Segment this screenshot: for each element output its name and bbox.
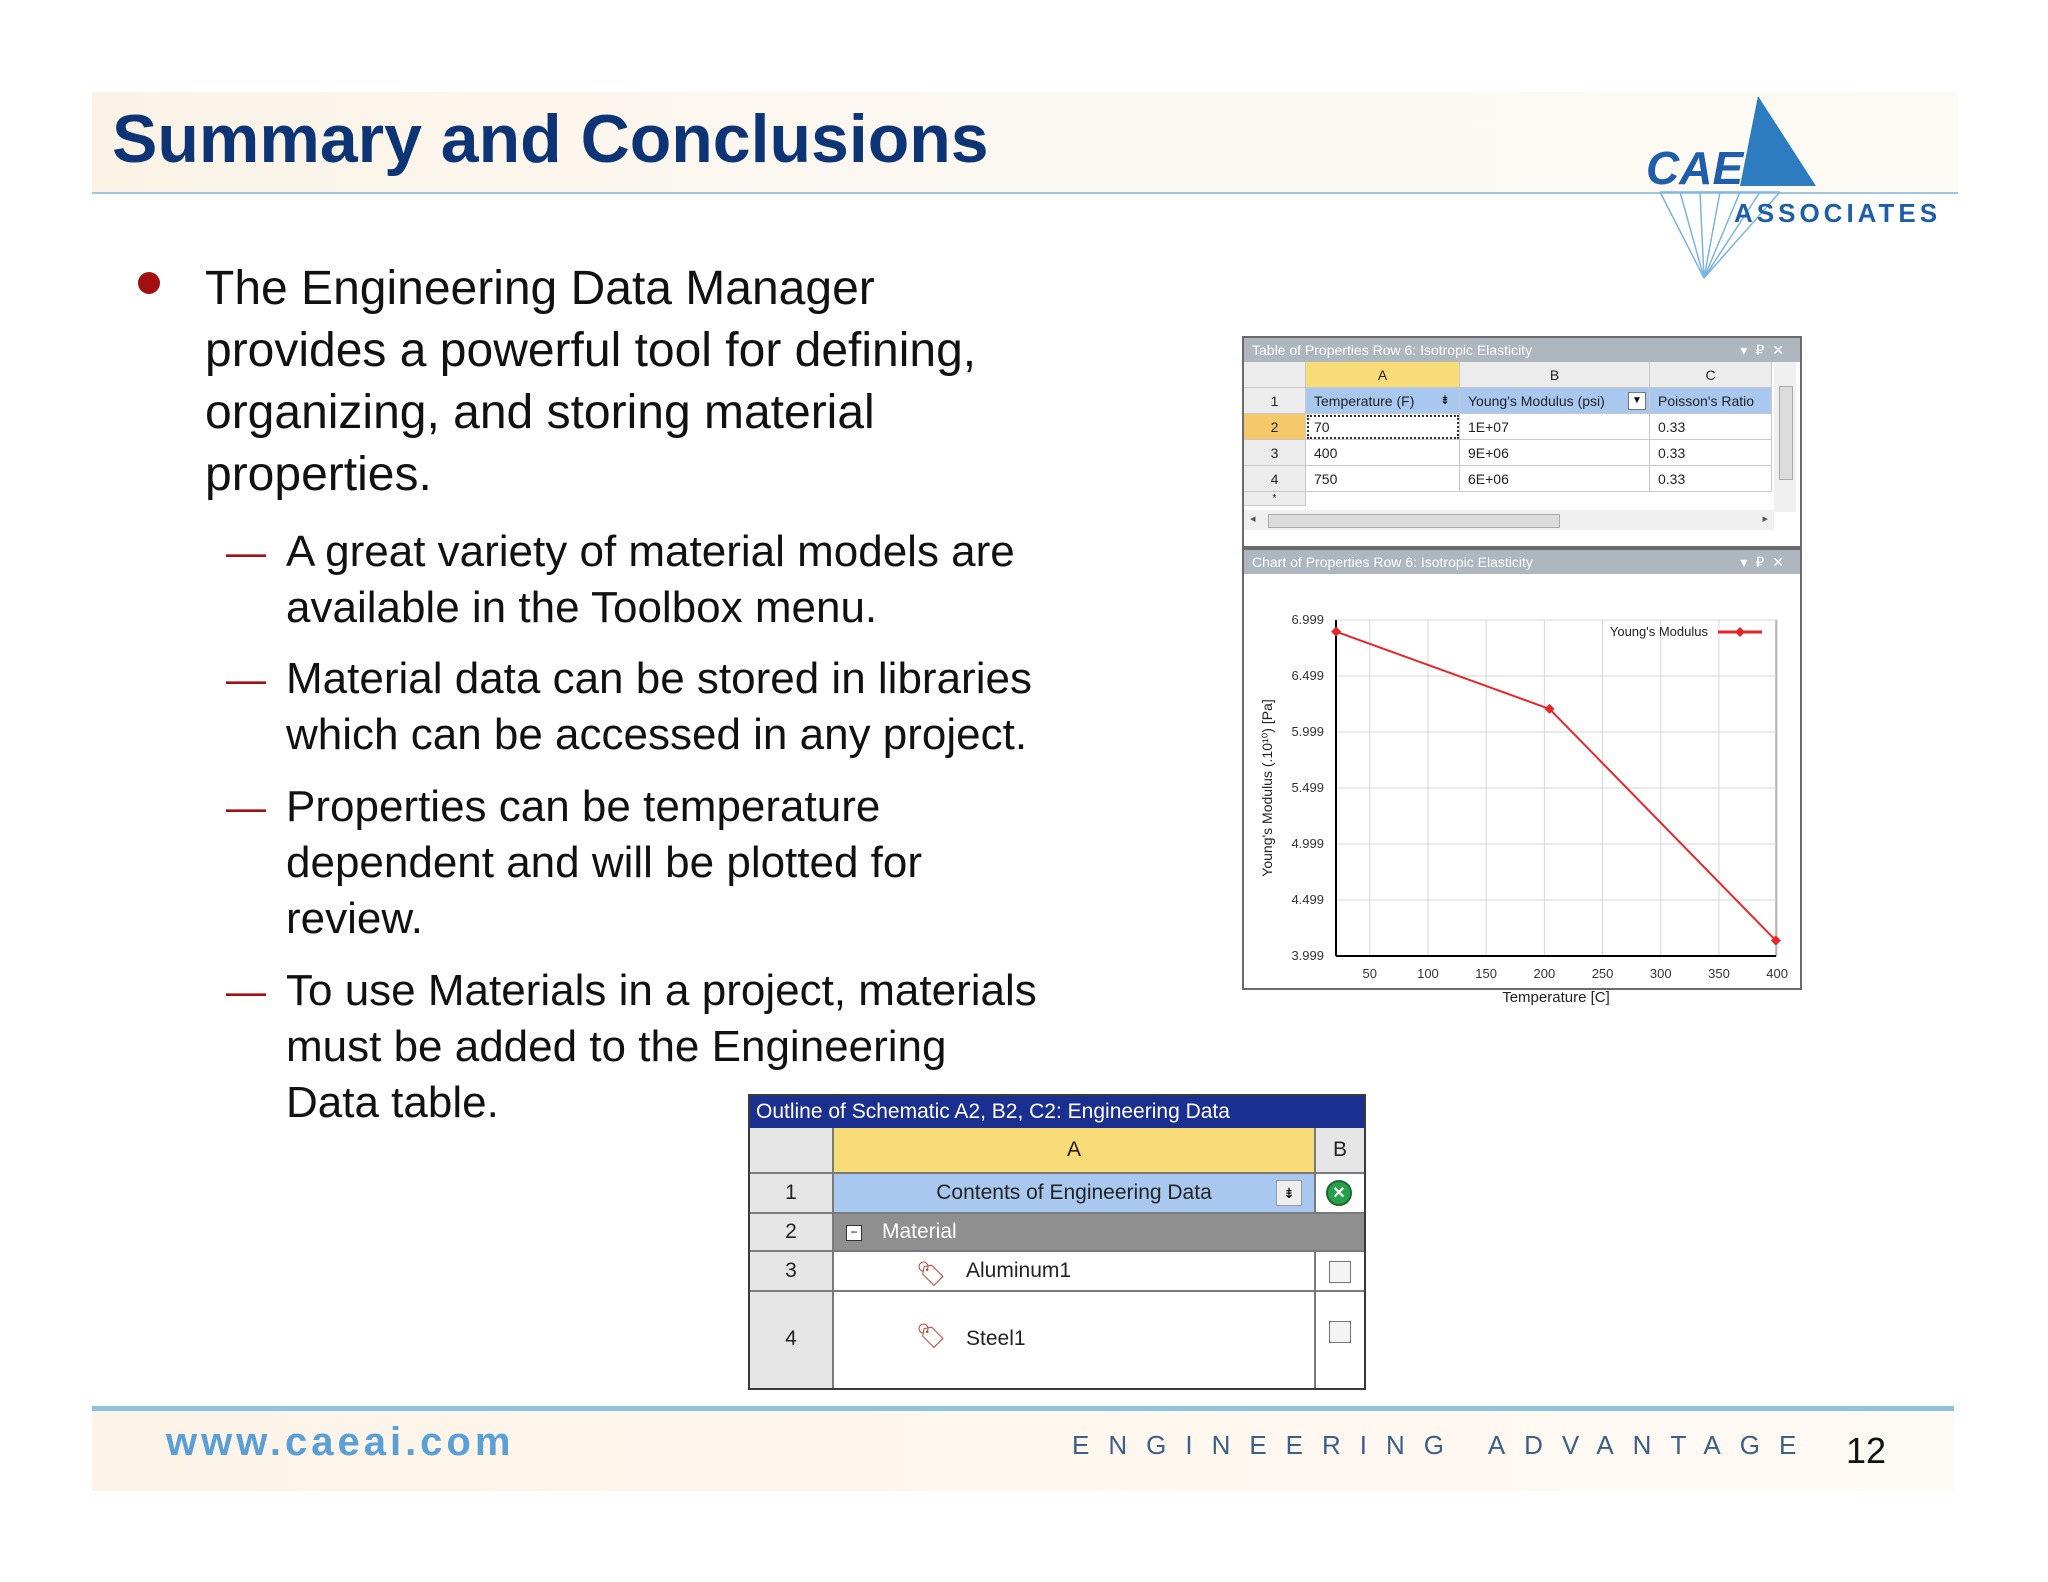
table-cell[interactable]: 0.33 xyxy=(1650,466,1772,492)
sub-bullet-line: A great variety of material models are xyxy=(286,527,1015,576)
material-tag-icon: 🏷 xyxy=(916,1261,947,1288)
outline-material-item[interactable] xyxy=(834,1252,1316,1292)
checkbox[interactable] xyxy=(1329,1261,1351,1283)
outline-panel xyxy=(748,1094,1366,1390)
logo-brand-text: CAE xyxy=(1646,142,1744,194)
sub-bullet-line: which can be accessed in any project. xyxy=(286,710,1028,759)
sub-bullet-dash: — xyxy=(226,970,266,1014)
main-bullet-line: organizing, and storing material xyxy=(205,386,875,439)
sort-icon[interactable]: ⇟ xyxy=(1440,393,1451,407)
outline-group-material[interactable]: Material xyxy=(834,1214,1364,1252)
properties-table-panel xyxy=(1242,336,1802,548)
x-tick-label: 50 xyxy=(1362,966,1377,981)
outline-status-cell xyxy=(1316,1174,1364,1214)
pin-icon[interactable]: ₽ xyxy=(1755,342,1773,358)
outline-header-contents[interactable]: Contents of Engineering Data xyxy=(834,1174,1316,1214)
table-header-temperature[interactable]: Temperature (F) xyxy=(1306,388,1460,414)
table-cell-selected[interactable]: 70 xyxy=(1306,414,1460,440)
chevron-down-icon[interactable]: ▾ xyxy=(1740,554,1756,570)
outline-row-number: 2 xyxy=(750,1214,834,1252)
sub-bullet-line: To use Materials in a project, materials xyxy=(286,966,1037,1015)
sub-bullet-line: dependent and will be plotted for xyxy=(286,838,923,887)
column-header-c[interactable]: C xyxy=(1650,362,1772,388)
horizontal-scroll-thumb[interactable] xyxy=(1268,514,1560,528)
sub-bullet-line: review. xyxy=(286,894,423,943)
properties-table-title: Table of Properties Row 6: Isotropic Elasticity xyxy=(1252,342,1533,358)
horizontal-scrollbar[interactable] xyxy=(1244,510,1774,530)
outline-corner-cell xyxy=(750,1128,834,1174)
outline-column-b[interactable]: B xyxy=(1316,1128,1364,1174)
x-tick-label: 250 xyxy=(1591,966,1614,981)
properties-chart-titlebar xyxy=(1244,550,1800,574)
youngs-modulus-chart xyxy=(1244,574,1800,1006)
outline-material-name: Aluminum1 xyxy=(966,1259,1072,1282)
panel-controls xyxy=(1740,550,1792,574)
x-tick-label: 300 xyxy=(1649,966,1672,981)
sub-bullet-dash: — xyxy=(226,786,266,830)
y-tick-label: 4.499 xyxy=(1291,892,1324,907)
main-bullet-line: properties. xyxy=(205,448,432,501)
row-number-new: * xyxy=(1244,492,1306,506)
outline-row-number: 4 xyxy=(750,1292,834,1388)
table-cell[interactable]: 0.33 xyxy=(1650,414,1772,440)
material-tag-icon: 🏷 xyxy=(916,1323,947,1350)
table-cell[interactable]: 0.33 xyxy=(1650,440,1772,466)
sub-bullet-dash: — xyxy=(226,658,266,702)
outline-material-name: Steel1 xyxy=(966,1327,1026,1350)
sub-bullet-dash: — xyxy=(226,531,266,575)
properties-table-titlebar xyxy=(1244,338,1800,362)
y-tick-label: 6.499 xyxy=(1291,668,1324,683)
y-tick-label: 4.999 xyxy=(1291,836,1324,851)
collapse-icon[interactable]: − xyxy=(846,1225,862,1241)
scroll-right-icon[interactable]: ▸ xyxy=(1762,513,1768,525)
main-bullet-line: The Engineering Data Manager xyxy=(205,262,875,315)
vertical-scrollbar[interactable] xyxy=(1774,362,1796,512)
table-cell[interactable]: 9E+06 xyxy=(1460,440,1650,466)
main-bullet-line: provides a powerful tool for defining, xyxy=(205,324,977,377)
bullet-dot xyxy=(138,272,160,294)
logo-sub-text: ASSOCIATES xyxy=(1734,198,1942,228)
table-cell[interactable]: 400 xyxy=(1306,440,1460,466)
sub-bullet-line: Data table. xyxy=(286,1078,499,1127)
panel-controls xyxy=(1740,338,1792,362)
close-icon[interactable]: ✕ xyxy=(1772,342,1792,358)
x-tick-label: 150 xyxy=(1475,966,1498,981)
legend-label: Young's Modulus xyxy=(1609,624,1708,639)
page-title: Summary and Conclusions xyxy=(112,101,989,177)
table-cell[interactable]: 750 xyxy=(1306,466,1460,492)
units-dropdown-icon[interactable]: ▼ xyxy=(1628,392,1646,410)
cae-logo xyxy=(1640,94,1960,284)
table-header-poissons-ratio[interactable]: Poisson's Ratio xyxy=(1650,388,1772,414)
row-number: 2 xyxy=(1244,414,1306,440)
x-tick-label: 350 xyxy=(1708,966,1730,981)
x-axis-label: Temperature [C] xyxy=(1502,989,1610,1006)
corner-cell xyxy=(1244,362,1306,388)
column-header-a[interactable]: A xyxy=(1306,362,1460,388)
x-tick-label: 400 xyxy=(1766,966,1789,981)
chevron-down-icon[interactable]: ▾ xyxy=(1740,342,1756,358)
outline-column-a[interactable]: A xyxy=(834,1128,1316,1174)
pin-icon[interactable]: ₽ xyxy=(1755,554,1773,570)
refresh-status-icon[interactable]: ✕ xyxy=(1326,1180,1352,1206)
outline-checkbox-cell xyxy=(1316,1252,1364,1292)
sub-bullet xyxy=(286,651,1106,763)
outline-row-number: 3 xyxy=(750,1252,834,1292)
main-bullet xyxy=(205,258,1105,506)
sub-bullet-line: Properties can be temperature xyxy=(286,782,881,831)
sub-bullet-line: Material data can be stored in libraries xyxy=(286,654,1032,703)
y-tick-label: 3.999 xyxy=(1291,948,1324,963)
table-cell[interactable]: 6E+06 xyxy=(1460,466,1650,492)
y-tick-label: 6.999 xyxy=(1291,612,1324,627)
x-tick-label: 200 xyxy=(1533,966,1556,981)
table-header-youngs-modulus[interactable]: Young's Modulus (psi) xyxy=(1460,388,1650,414)
outline-row-number: 1 xyxy=(750,1174,834,1214)
outline-checkbox-cell xyxy=(1316,1292,1364,1388)
sub-bullet xyxy=(286,524,1106,636)
sort-icon[interactable]: ⇟ xyxy=(1276,1180,1302,1206)
outline-material-item[interactable] xyxy=(834,1292,1316,1388)
properties-chart-title: Chart of Properties Row 6: Isotropic Elasticity xyxy=(1252,554,1533,570)
y-axis-label: Young's Modulus (.10¹⁰) [Pa] xyxy=(1259,699,1275,877)
page-number: 12 xyxy=(1846,1430,1887,1471)
footer-url: www.caeai.com xyxy=(166,1420,515,1464)
scroll-left-icon[interactable]: ◂ xyxy=(1250,513,1256,525)
close-icon[interactable]: ✕ xyxy=(1772,554,1792,570)
sub-bullet-line: available in the Toolbox menu. xyxy=(286,583,878,632)
row-number: 4 xyxy=(1244,466,1306,492)
checkbox[interactable] xyxy=(1329,1321,1351,1343)
x-tick-label: 100 xyxy=(1417,966,1439,981)
row-number: 3 xyxy=(1244,440,1306,466)
y-tick-label: 5.999 xyxy=(1291,724,1324,739)
table-cell[interactable]: 1E+07 xyxy=(1460,414,1650,440)
y-tick-label: 5.499 xyxy=(1291,780,1324,795)
vertical-scroll-thumb[interactable] xyxy=(1779,386,1793,480)
outline-titlebar: Outline of Schematic A2, B2, C2: Engineering Data xyxy=(750,1096,1364,1128)
column-header-b[interactable]: B xyxy=(1460,362,1650,388)
footer-tagline: ENGINEERING ADVANTAGE xyxy=(1072,1430,1816,1460)
row-number: 1 xyxy=(1244,388,1306,414)
properties-chart-panel xyxy=(1242,548,1802,1006)
sub-bullet-line: must be added to the Engineering xyxy=(286,1022,947,1071)
sub-bullet xyxy=(286,779,1106,947)
